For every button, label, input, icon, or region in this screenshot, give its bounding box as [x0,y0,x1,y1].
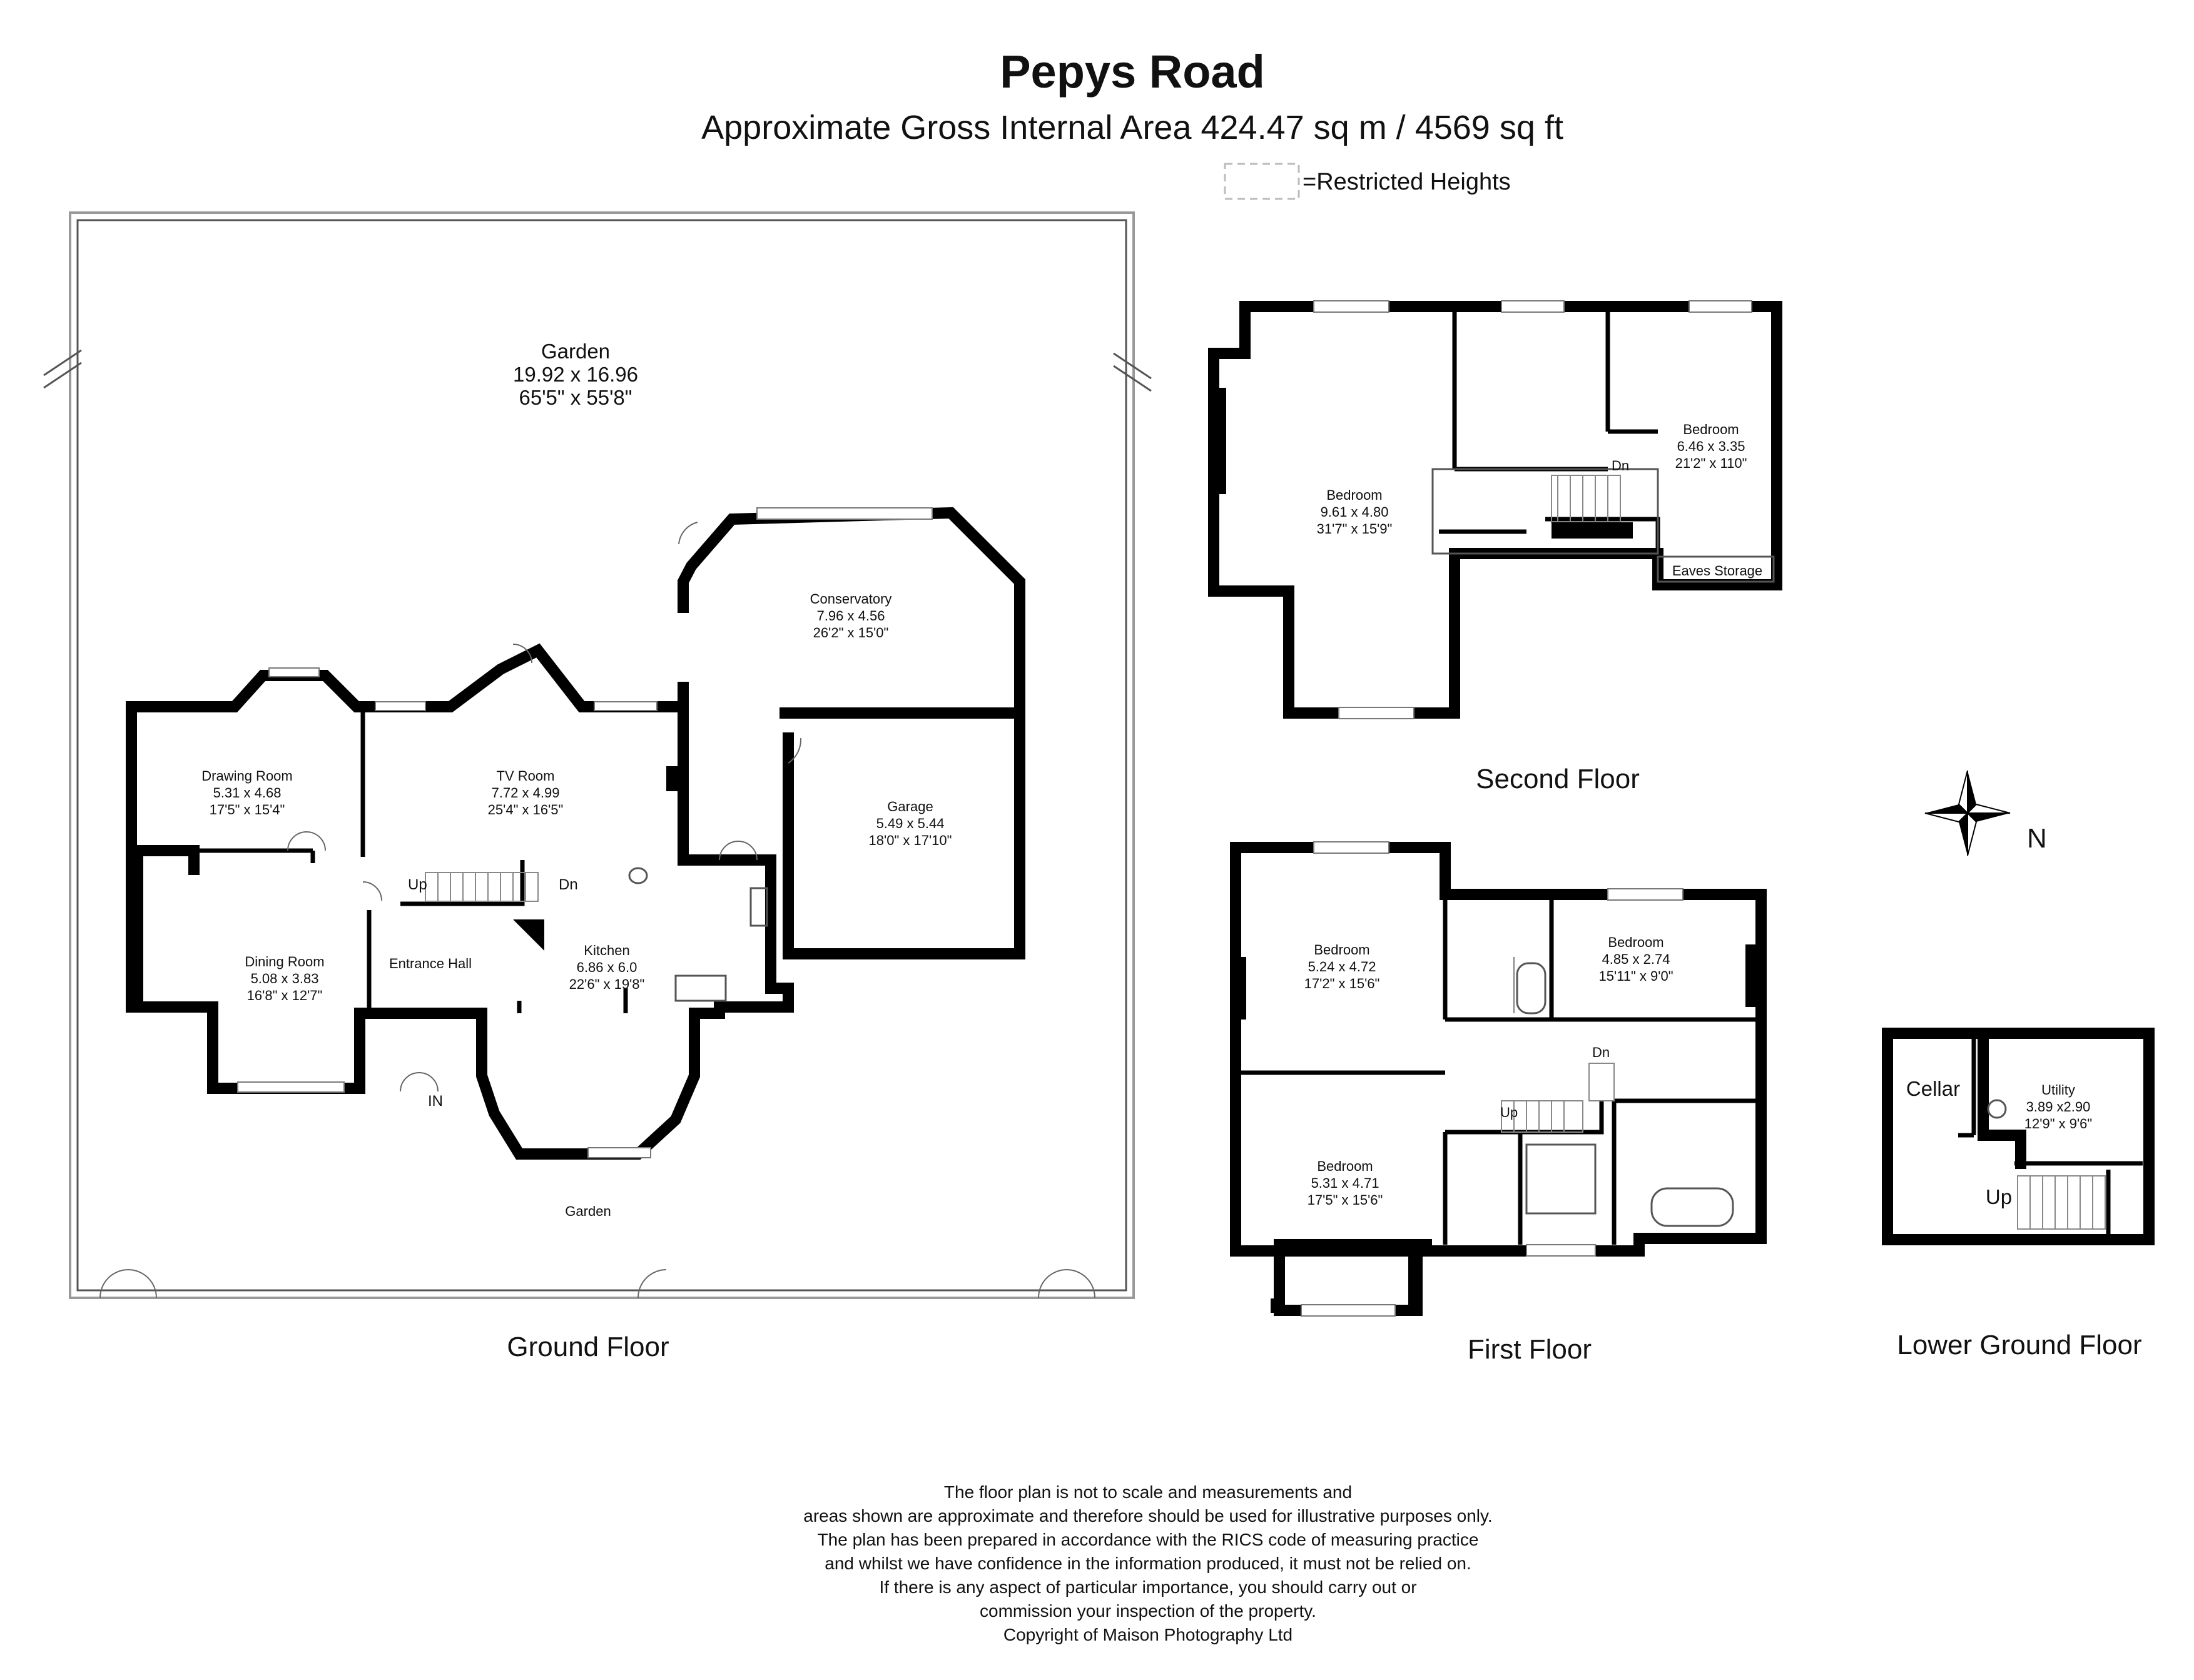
first-stair-up: Up [1500,1105,1518,1120]
dining-room-wall [138,851,194,1007]
first-floor-label: First Floor [1468,1334,1592,1365]
restricted-heights-swatch [1225,164,1299,199]
first-bedroom-sw-name: Bedroom [1317,1158,1373,1174]
conservatory-door [679,522,698,544]
first-chimney [1232,957,1246,1020]
kitchen-metric: 6.86 x 6.0 [576,959,637,975]
disclaimer-line-5: If there is any aspect of particular importance, you should carry out or [879,1577,1417,1597]
dining-room-window [238,1082,344,1092]
hall-door-1 [363,882,382,901]
dining-room-name: Dining Room [245,954,325,969]
garden-door-sw [100,1270,156,1298]
page-title: Pepys Road [1000,46,1265,98]
second-chimney [1212,388,1226,494]
lower-ground-floor-label: Lower Ground Floor [1897,1330,2142,1360]
first-bath-2 [1652,1188,1733,1226]
garage-imperial: 18'0" x 17'10" [868,832,952,848]
second-bedroom-east-name: Bedroom [1683,422,1739,437]
first-window-nw [1314,842,1389,853]
stair-solid-block [513,919,544,951]
entrance-hall-name: Entrance Hall [389,956,472,971]
second-stair-void [1552,522,1633,539]
lower-stair-treads [2030,1176,2093,1229]
second-stair [1552,475,1620,522]
cellar-label: Cellar [1906,1077,1961,1100]
second-window-3 [1689,301,1752,312]
disclaimer-line-1: The floor plan is not to scale and measurements and [943,1482,1353,1502]
dining-room-imperial: 16'8" x 12'7" [246,988,323,1003]
compass-star-light [1925,771,2010,856]
ground-floor [44,213,1151,1362]
tv-room-window-e [594,702,657,711]
first-chimney-e [1745,944,1759,1007]
ground-floor-label: Ground Floor [507,1332,669,1362]
first-bedroom-nw-imperial: 17'2" x 15'6" [1304,976,1380,991]
garden-door-se [1039,1270,1095,1298]
drawing-room-name: Drawing Room [201,768,293,784]
garden-top-name: Garden [541,340,611,363]
kitchen-counter [676,976,726,1001]
second-stair-down: Dn [1611,458,1630,473]
disclaimer-line-6: commission your inspection of the property. [980,1601,1316,1621]
second-bedroom-east-imperial: 21'2" x 110" [1675,455,1747,471]
first-floor-outline [1236,848,1761,1310]
first-bedroom-sw-metric: 5.31 x 4.71 [1311,1175,1379,1191]
first-shower [1526,1145,1595,1213]
second-floor [1212,301,1777,794]
second-interior-walls [1439,306,1658,554]
drawing-room-imperial: 17'5" x 15'4" [209,802,285,817]
disclaimer [803,1482,1492,1644]
second-window-2 [1501,301,1564,312]
first-bedroom-sw-imperial: 17'5" x 15'6" [1307,1192,1383,1208]
first-bedroom-ne-imperial: 15'11" x 9'0" [1598,968,1673,984]
kitchen-imperial: 22'6" x 19'8" [569,976,645,992]
first-stair-treads [1514,1101,1564,1132]
second-floor-outline [1214,306,1777,713]
garden-bottom-name: Garden [565,1203,611,1219]
kitchen-name: Kitchen [584,943,630,958]
garage-name: Garage [887,799,933,814]
kitchen-window-s [588,1148,651,1158]
first-bedroom-ne-name: Bedroom [1608,934,1664,950]
utility-name: Utility [2041,1082,2075,1098]
tv-room-window-w [375,702,425,711]
compass-label: N [2027,823,2047,854]
garden-top-imperial: 65'5" x 55'8" [519,386,632,409]
first-window-s [1526,1245,1595,1256]
tv-room-imperial: 25'4" x 16'5" [487,802,564,817]
first-floor [1232,842,1761,1365]
conservatory-window [757,508,932,519]
first-bay-window [1301,1305,1395,1316]
garden-gate-west [44,350,81,388]
conservatory-name: Conservatory [810,591,892,607]
second-window-1 [1314,301,1389,312]
ground-stair-treads [438,873,526,901]
second-bedroom-main-metric: 9.61 x 4.80 [1320,504,1389,520]
second-stair-treads [1558,475,1608,522]
first-bedroom-nw-metric: 5.24 x 4.72 [1308,959,1376,974]
lower-stair-up: Up [1985,1185,2013,1208]
garage-metric: 5.49 x 5.44 [876,816,945,831]
restricted-heights-legend: =Restricted Heights [1303,169,1511,195]
lower-ground-floor [1887,1033,2149,1360]
conservatory-imperial: 26'2" x 15'0" [813,625,889,640]
drawing-dining-door [288,832,325,851]
second-window-4 [1339,707,1414,719]
ground-stair-up: Up [408,876,427,893]
utility-metric: 3.89 x2.90 [2026,1099,2091,1115]
compass [1925,771,2010,856]
disclaimer-copyright: Copyright of Maison Photography Ltd [1003,1625,1293,1644]
eaves-storage-label: Eaves Storage [1672,563,1763,579]
front-door [400,1073,438,1091]
garden-door-s [638,1270,666,1298]
first-bath-1 [1517,963,1545,1013]
entry-marker: IN [428,1093,443,1110]
second-bedroom-east-metric: 6.46 x 3.35 [1677,438,1745,454]
drawing-room-window [269,668,319,677]
first-stair-down: Dn [1592,1045,1610,1060]
drawing-room-metric: 5.31 x 4.68 [213,785,282,801]
kitchen-hob [751,888,767,926]
page-subtitle: Approximate Gross Internal Area 424.47 sq m / 4569 sq ft [701,109,1563,146]
kitchen-sink [629,868,647,883]
first-bedroom-nw-name: Bedroom [1314,942,1370,958]
chimney-breast-tv [666,766,678,791]
first-stair-top [1589,1063,1614,1101]
disclaimer-line-4: and whilst we have confidence in the information produced, it must not be relied on. [825,1554,1471,1573]
second-bedroom-main-name: Bedroom [1326,487,1383,503]
first-window-ne [1608,889,1683,900]
dining-room-metric: 5.08 x 3.83 [250,971,319,986]
garden-top-metric: 19.92 x 16.96 [513,363,638,386]
tv-room-metric: 7.72 x 4.99 [491,785,560,801]
second-bathroom [1433,469,1658,554]
utility-imperial: 12'9" x 9'6" [2024,1116,2093,1131]
ground-stair-down: Dn [559,876,578,893]
second-bedroom-main-imperial: 31'7" x 15'9" [1316,521,1393,537]
first-bedroom-ne-metric: 4.85 x 2.74 [1602,951,1670,967]
utility-boiler [1988,1100,2006,1118]
second-floor-label: Second Floor [1476,764,1640,794]
disclaimer-line-2: areas shown are approximate and therefore should be used for illustrative purposes only. [803,1506,1493,1526]
tv-room-name: TV Room [496,768,555,784]
disclaimer-line-3: The plan has been prepared in accordance with the RICS code of measuring practice [817,1530,1479,1549]
conservatory-metric: 7.96 x 4.56 [816,608,885,624]
